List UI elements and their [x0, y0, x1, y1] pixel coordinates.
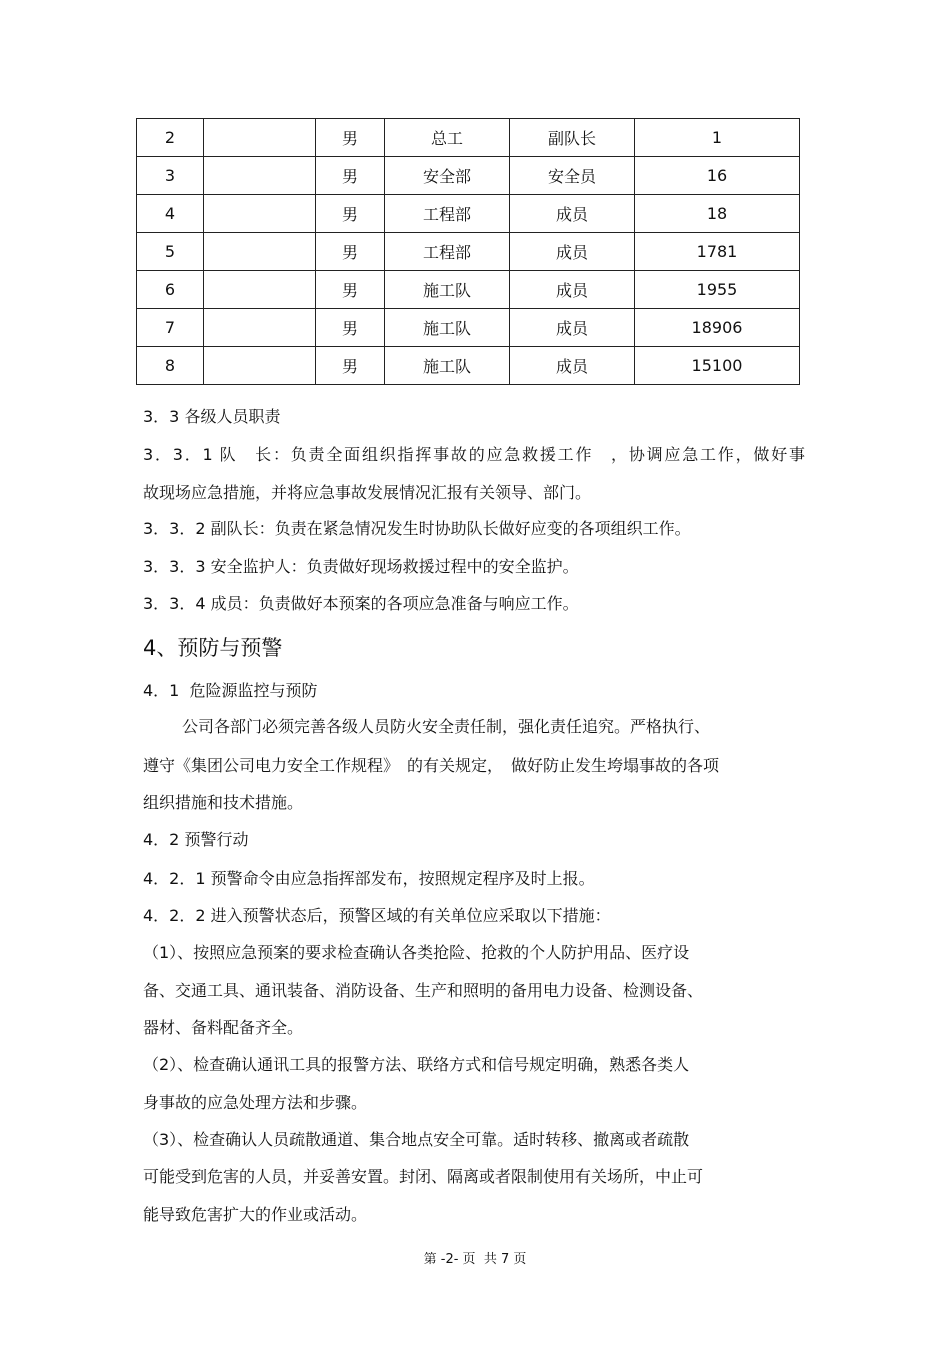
section-4-2-1: 4．2．1 预警命令由应急指挥部发布，按照规定程序及时上报。 [143, 869, 595, 888]
measure-1-line-2: 备、交通工具、通讯装备、消防设备、生产和照明的备用电力设备、检测设备、 [143, 981, 704, 1000]
cell-department: 施工队 [385, 271, 510, 309]
measure-3-line-1: （3）、检查确认人员疏散通道、集合地点安全可靠。适时转移、撤离或者疏散 [143, 1130, 690, 1149]
cell-row-number: 7 [137, 309, 204, 347]
section-4-1-paragraph-line-1: 公司各部门必须完善各级人员防火安全责任制，强化责任追究。严格执行、 [182, 717, 711, 736]
cell-gender: 男 [316, 195, 385, 233]
personnel-table [136, 118, 800, 385]
section-4-2-2: 4．2．2 进入预警状态后，预警区域的有关单位应采取以下措施： [143, 906, 611, 925]
cell-gender: 男 [316, 233, 385, 271]
cell-gender: 男 [316, 157, 385, 195]
cell-gender: 男 [316, 271, 385, 309]
cell-name [204, 347, 316, 385]
cell-department: 施工队 [385, 347, 510, 385]
table-row [137, 119, 800, 157]
table-row [137, 271, 800, 309]
cell-phone: 15100 [635, 347, 800, 385]
cell-phone: 18 [635, 195, 800, 233]
table-row [137, 233, 800, 271]
cell-name [204, 157, 316, 195]
section-4-1-paragraph-line-2: 遵守《集团公司电力安全工作规程》 的有关规定， 做好防止发生垮塌事故的各项 [143, 756, 720, 775]
section-4-2-title: 4．2 预警行动 [143, 830, 249, 849]
cell-role: 成员 [510, 309, 635, 347]
cell-name [204, 233, 316, 271]
section-3-3-1-line-1: 3．3．1 队 长：负责全面组织指挥事故的应急救援工作 ，协调应急工作，做好事 [143, 445, 805, 464]
section-3-3-title: 3．3 各级人员职责 [143, 407, 281, 426]
cell-role: 成员 [510, 347, 635, 385]
cell-department: 工程部 [385, 195, 510, 233]
cell-row-number: 6 [137, 271, 204, 309]
cell-role: 安全员 [510, 157, 635, 195]
cell-name [204, 195, 316, 233]
measure-2-line-1: （2）、检查确认通讯工具的报警方法、联络方式和信号规定明确，熟悉各类人 [143, 1055, 690, 1074]
measure-1-line-3: 器材、备料配备齐全。 [143, 1018, 304, 1037]
section-4-heading: 4、预防与预警 [143, 636, 283, 660]
cell-gender: 男 [316, 119, 385, 157]
measure-3-line-2: 可能受到危害的人员，并妥善安置。封闭、隔离或者限制使用有关场所，中止可 [143, 1167, 704, 1186]
cell-department: 安全部 [385, 157, 510, 195]
table-row [137, 309, 800, 347]
section-3-3-3: 3．3．3 安全监护人：负责做好现场救援过程中的安全监护。 [143, 557, 579, 576]
table-row [137, 157, 800, 195]
cell-role: 副队长 [510, 119, 635, 157]
cell-phone: 1781 [635, 233, 800, 271]
measure-1-line-1: （1）、按照应急预案的要求检查确认各类抢险、抢救的个人防护用品、医疗设 [143, 943, 690, 962]
cell-department: 总工 [385, 119, 510, 157]
cell-name [204, 271, 316, 309]
cell-row-number: 2 [137, 119, 204, 157]
section-4-1-title: 4．1 危险源监控与预防 [143, 681, 318, 700]
cell-gender: 男 [316, 309, 385, 347]
cell-row-number: 5 [137, 233, 204, 271]
section-4-1-paragraph-line-3: 组织措施和技术措施。 [143, 793, 304, 812]
cell-phone: 1 [635, 119, 800, 157]
cell-role: 成员 [510, 233, 635, 271]
cell-row-number: 8 [137, 347, 204, 385]
measure-2-line-2: 身事故的应急处理方法和步骤。 [143, 1093, 368, 1112]
section-3-3-2: 3．3．2 副队长：负责在紧急情况发生时协助队长做好应变的各项组织工作。 [143, 519, 691, 538]
cell-department: 工程部 [385, 233, 510, 271]
personnel-table-body [137, 119, 800, 385]
page-footer: 第 -2- 页 共 7 页 [423, 1252, 527, 1267]
cell-role: 成员 [510, 271, 635, 309]
cell-phone: 18906 [635, 309, 800, 347]
measure-3-line-3: 能导致危害扩大的作业或活动。 [143, 1205, 368, 1224]
table-row [137, 347, 800, 385]
cell-gender: 男 [316, 347, 385, 385]
cell-department: 施工队 [385, 309, 510, 347]
cell-phone: 16 [635, 157, 800, 195]
cell-phone: 1955 [635, 271, 800, 309]
table-row [137, 195, 800, 233]
cell-name [204, 119, 316, 157]
cell-role: 成员 [510, 195, 635, 233]
section-3-3-4: 3．3．4 成员：负责做好本预案的各项应急准备与响应工作。 [143, 594, 579, 613]
cell-row-number: 3 [137, 157, 204, 195]
cell-name [204, 309, 316, 347]
section-3-3-1-line-2: 故现场应急措施，并将应急事故发展情况汇报有关领导、部门。 [143, 483, 592, 502]
cell-row-number: 4 [137, 195, 204, 233]
